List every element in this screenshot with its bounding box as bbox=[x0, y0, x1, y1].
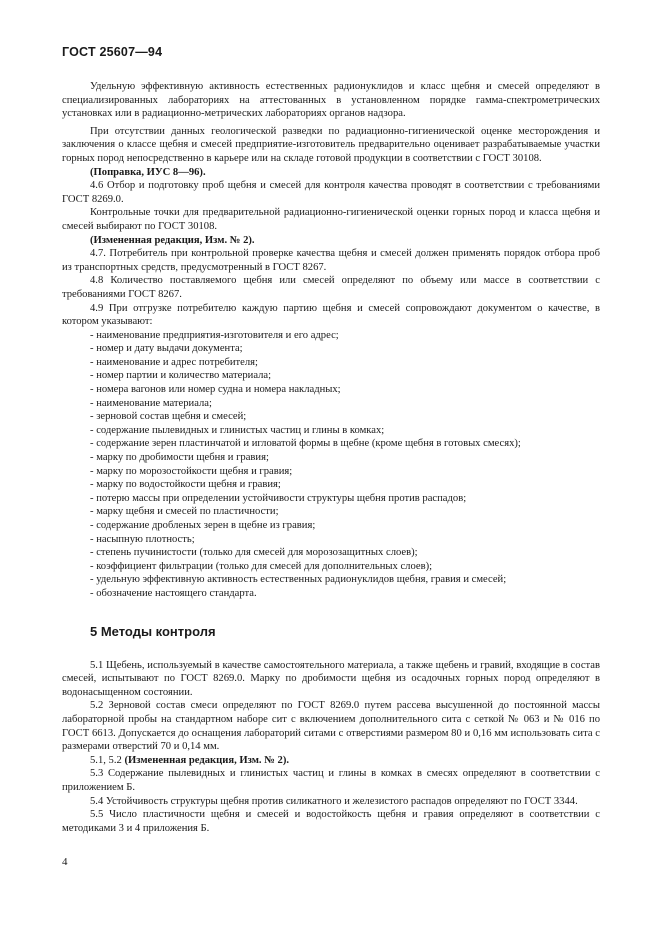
list-item: - потерю массы при определении устойчивости структуры щебня против распадов; bbox=[90, 492, 467, 504]
list-item: - обозначение настоящего стандарта. bbox=[90, 587, 257, 599]
list-item: - номер и дату выдачи документа; bbox=[90, 343, 243, 355]
paragraph: 4.8 Количество поставляемого щебня или смесей определяют по объему или массе в соответствии с требованиями ГОСТ 8267. bbox=[62, 275, 600, 300]
list-item: - наименование материала; bbox=[90, 397, 212, 409]
clause-refs: 5.1, 5.2 bbox=[90, 754, 122, 766]
document-code: ГОСТ 25607—94 bbox=[62, 45, 163, 59]
list-item: - наименование предприятия-изготовителя и его адрес; bbox=[90, 329, 339, 341]
list-item: - наименование и адрес потребителя; bbox=[90, 356, 258, 368]
paragraph: 5.2 Зерновой состав смеси определяют по ГОСТ 8269.0 путем рассева высушенной до постоянной массы лабораторной пробы на стандартном наборе сит с включением дополнительного сита с сеткой № 063 и № 016 по ГОСТ 6613. Допускается до оснащения лабораторий ситами с отверстиями размером 80 и 0,16 мм использовать сита с размерами отверстий 70 и 0,14 мм. bbox=[62, 700, 600, 753]
list-item: - зерновой состав щебня и смесей; bbox=[90, 411, 247, 423]
list-item: - номер партии и количество материала; bbox=[90, 370, 272, 382]
list-item: - коэффициент фильтрации (только для смесей для дополнительных слоев); bbox=[90, 560, 433, 572]
amendment-note: (Поправка, ИУС 8—96). bbox=[90, 166, 206, 178]
paragraph: 5.5 Число пластичности щебня и смесей и водостойкость щебня и гравия определяют в соответствии с методиками 3 и 4 приложения Б. bbox=[62, 809, 600, 834]
list-item: - содержание зерен пластинчатой и игловатой формы в щебне (кроме щебня в готовых смесях); bbox=[90, 438, 521, 450]
list-item: - марку по водостойкости щебня и гравия; bbox=[90, 479, 281, 491]
list-item: - содержание дробленых зерен в щебне из гравия; bbox=[90, 520, 316, 531]
paragraph: 4.7. Потребитель при контрольной проверке качества щебня и смесей должен применять порядок отбора проб из транспортных средств, предусмотренный в ГОСТ 8267. bbox=[62, 248, 600, 273]
amendment-note bbox=[62, 754, 600, 768]
amendment-note: (Измененная редакция, Изм. № 2). bbox=[90, 234, 255, 246]
amendment-note-text: (Измененная редакция, Изм. № 2). bbox=[124, 754, 289, 766]
quality-document-list bbox=[62, 329, 600, 601]
list-item: - марку щебня и смесей по пластичности; bbox=[90, 506, 279, 518]
list-item: - насыпную плотность; bbox=[90, 533, 195, 545]
list-item: - содержание пылевидных и глинистых частиц и глины в комках; bbox=[90, 424, 385, 436]
paragraph: Удельную эффективную активность естественных радионуклидов и класс щебня и смесей определяют в специализированных лабораториях на аттестованных в установленном порядке гамма-спектрометрических установках или в радиационно-метрических лабораториях органов надзора. bbox=[62, 81, 600, 120]
section-heading: 5 Методы контроля bbox=[90, 623, 216, 639]
page-number: 4 bbox=[62, 856, 68, 868]
paragraph: Контрольные точки для предварительной радиационно-гигиенической оценки горных пород и класса щебня и смесей выбирают по ГОСТ 30108. bbox=[62, 207, 600, 232]
list-item: - номера вагонов или номер судна и номера накладных; bbox=[90, 384, 341, 396]
paragraph: 5.3 Содержание пылевидных и глинистых частиц и глины в комках в смесях определяют в соответствии с приложением Б. bbox=[62, 768, 600, 793]
paragraph: 5.1 Щебень, используемый в качестве самостоятельного материала, а также щебень и гравий, входящие в состав смесей, испытывают по ГОСТ 8269.0. Марку по дробимости щебня из осадочных горных пород определяют в водонасыщенном состоянии. bbox=[62, 659, 600, 698]
list-item: - марку по морозостойкости щебня и гравия; bbox=[90, 465, 293, 477]
list-item: - марку по дробимости щебня и гравия; bbox=[90, 452, 269, 464]
list-item: - степень пучинистости (только для смесей для морозозащитных слоев); bbox=[90, 547, 418, 559]
paragraph: При отсутствии данных геологической разведки по радиационно-гигиенической оценке месторождения и заключения о классе щебня и смесей предприятие-изготовитель предварительно оценивает разрабатываемые участки горных пород непосредственно в карьере или на складе готовой продукции в соответствии с ГОСТ 30108. bbox=[62, 125, 600, 164]
paragraph: 4.6 Отбор и подготовку проб щебня и смесей для контроля качества проводят в соответствии с требованиями ГОСТ 8269.0. bbox=[62, 180, 600, 205]
page-content bbox=[62, 80, 600, 835]
paragraph: 5.4 Устойчивость структуры щебня против силикатного и железистого распадов определяют по ГОСТ 3344. bbox=[90, 795, 578, 807]
paragraph: 4.9 При отгрузке потребителю каждую партию щебня и смесей сопровождают документом о качестве, в котором указывают: bbox=[62, 302, 600, 328]
list-item: - удельную эффективную активность естественных радионуклидов щебня, гравия и смесей; bbox=[90, 574, 507, 586]
